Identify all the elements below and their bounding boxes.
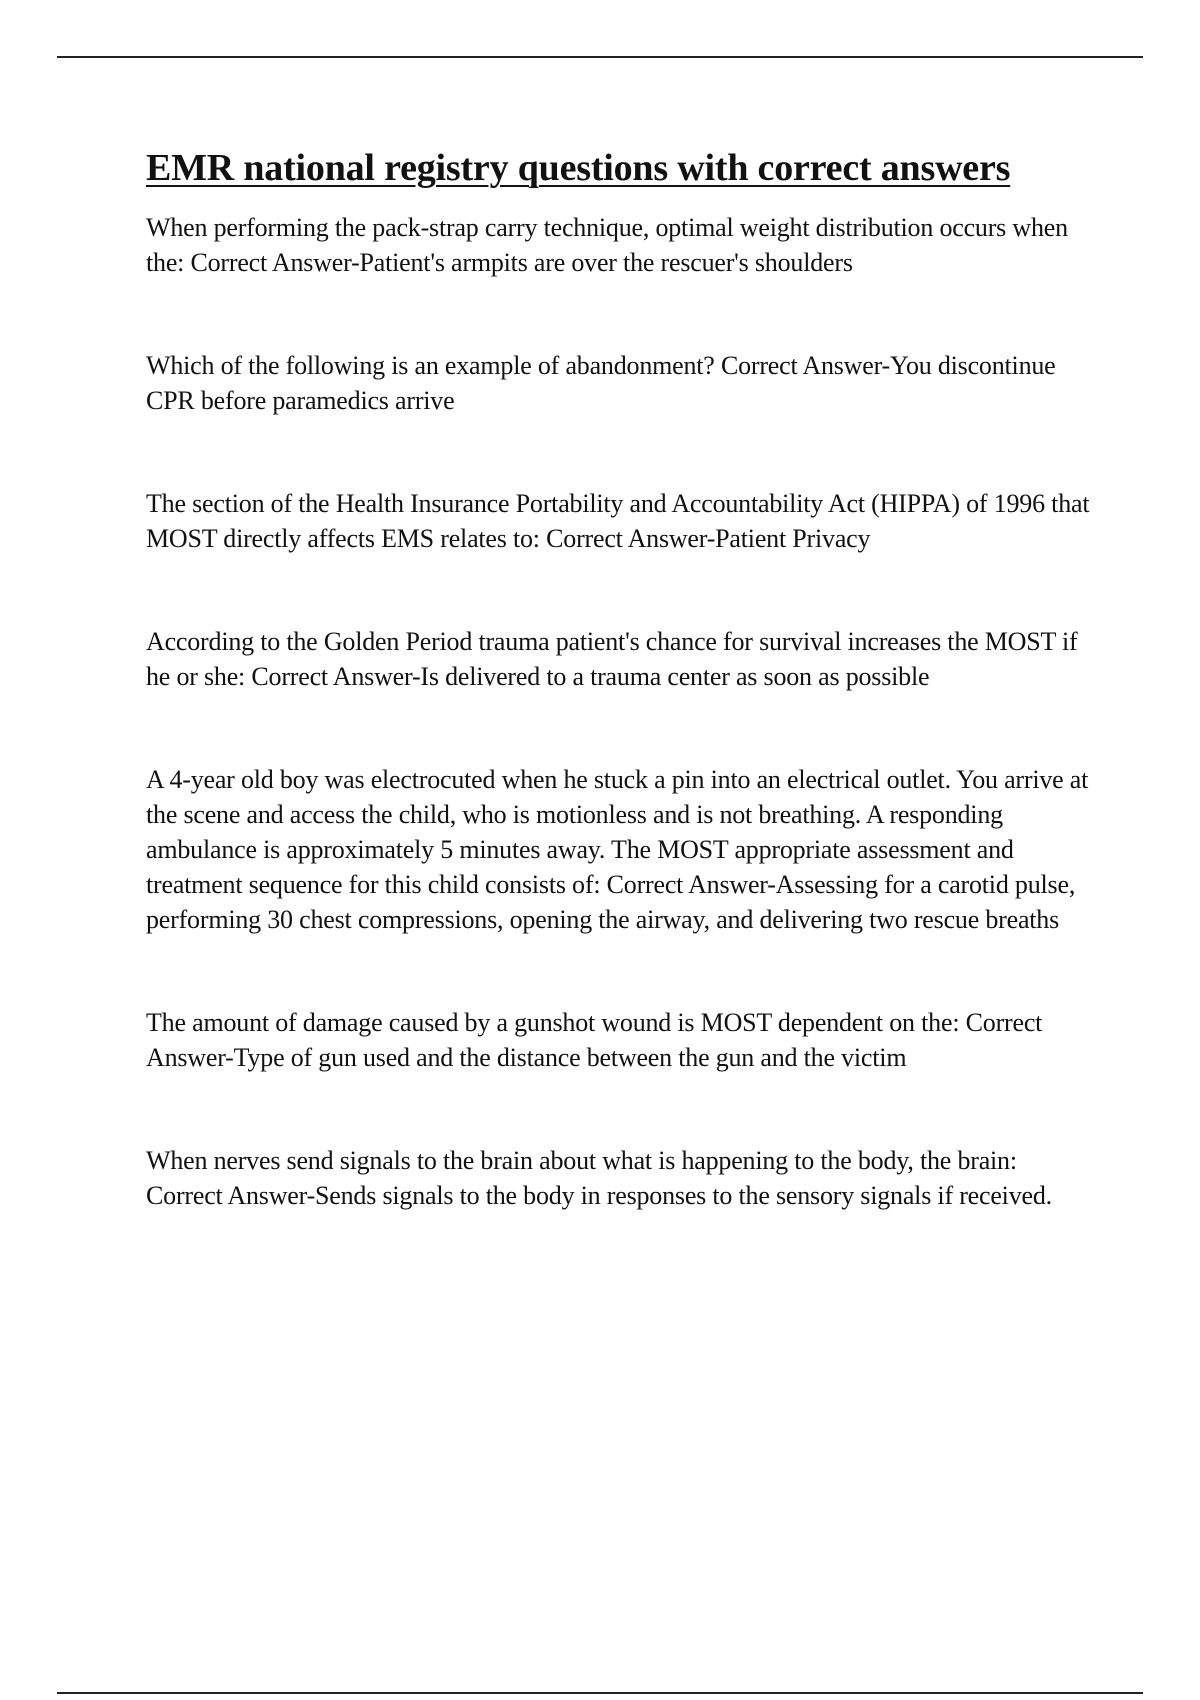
header-rule — [57, 56, 1143, 58]
qa-item-6: The amount of damage caused by a gunshot wound is MOST dependent on the: Correct Answer-Type of gun used and the distance between the gun and the victim — [146, 1008, 1043, 1072]
qa-list — [146, 210, 1096, 1213]
qa-item-4: According to the Golden Period trauma patient's chance for survival increases the MOST if he or she: Correct Answer-Is delivered to a trauma center as soon as possible — [146, 627, 1078, 691]
qa-item-7: When nerves send signals to the brain about what is happening to the body, the brain: Correct Answer-Sends signals to the body in responses to the sensory signals if received. — [146, 1146, 1052, 1210]
document-body — [146, 142, 1096, 1213]
qa-item-5: A 4-year old boy was electrocuted when he stuck a pin into an electrical outlet. You arrive at the scene and access the child, who is motionless and is not breathing. A responding ambulance is approximately 5 minutes away. The MOST appropriate assessment and treatment sequence for this child consists of: Correct Answer-Assessing for a carotid pulse, performing 30 chest compressions, opening the airway, and delivering two rescue breaths — [146, 765, 1089, 934]
document-title: EMR national registry questions with correct answers — [146, 147, 1011, 189]
footer-rule — [57, 1692, 1143, 1694]
qa-item-3: The section of the Health Insurance Portability and Accountability Act (HIPPA) of 1996 that MOST directly affects EMS relates to: Correct Answer-Patient Privacy — [146, 489, 1090, 553]
qa-item-2: Which of the following is an example of abandonment? Correct Answer-You discontinue CPR before paramedics arrive — [146, 351, 1056, 415]
qa-item-1: When performing the pack-strap carry technique, optimal weight distribution occurs when the: Correct Answer-Patient's armpits are over the rescuer's shoulders — [146, 213, 1068, 277]
